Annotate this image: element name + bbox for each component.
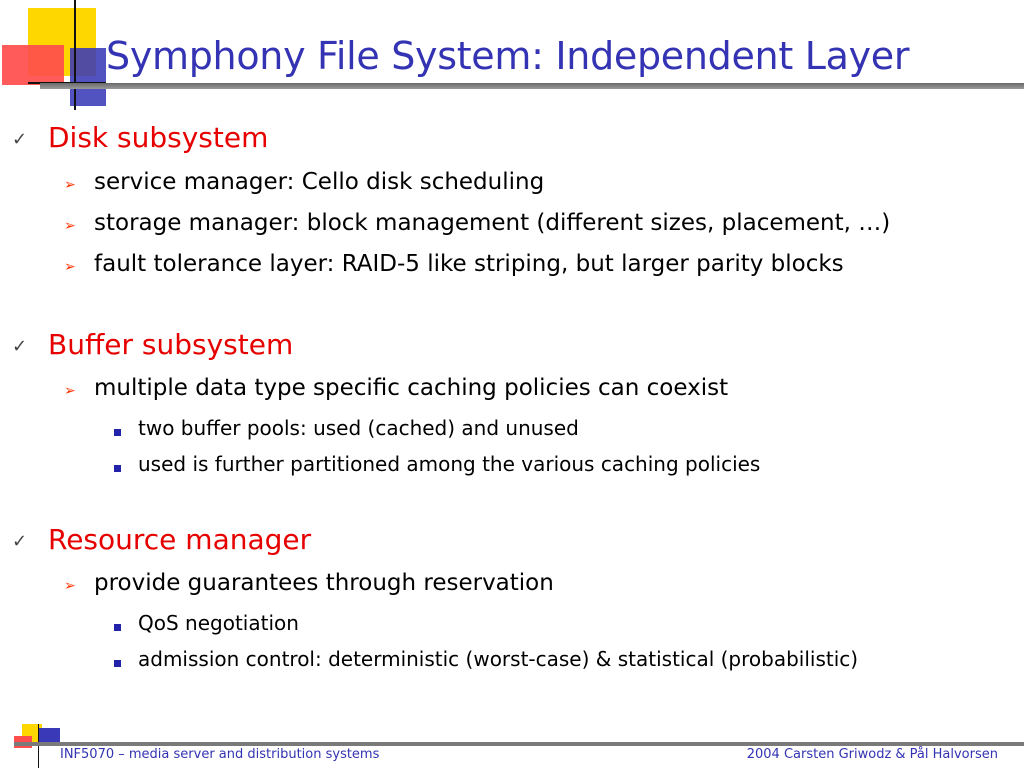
sub-list-item: used is further partitioned among the various caching policies [138, 452, 761, 476]
section-heading-buffer: Buffer subsystem [48, 328, 294, 361]
check-icon: ✓ [12, 336, 28, 357]
sub-list-item: admission control: deterministic (worst-case) & statistical (probabilistic) [138, 647, 859, 671]
footer-course-title: INF5070 – media server and distribution systems [60, 747, 380, 762]
list-item: fault tolerance layer: RAID-5 like striping, but larger parity blocks [94, 251, 844, 277]
title-underline [40, 83, 1024, 89]
arrow-bullet-icon: ➢ [64, 383, 76, 399]
check-icon: ✓ [12, 531, 28, 552]
list-item: provide guarantees through reservation [94, 570, 554, 596]
footer-vertical-line [38, 724, 39, 768]
square-bullet-icon [114, 465, 121, 472]
sub-list-item: QoS negotiation [138, 611, 299, 635]
square-bullet-icon [114, 660, 121, 667]
arrow-bullet-icon: ➢ [64, 218, 76, 234]
arrow-bullet-icon: ➢ [64, 177, 76, 193]
logo-vertical-line [74, 0, 76, 110]
section-heading-disk: Disk subsystem [48, 121, 269, 154]
check-icon: ✓ [12, 129, 28, 150]
footer-authors: 2004 Carsten Griwodz & Pål Halvorsen [746, 747, 998, 762]
section-heading-resource: Resource manager [48, 523, 312, 556]
arrow-bullet-icon: ➢ [64, 578, 76, 594]
arrow-bullet-icon: ➢ [64, 259, 76, 275]
slide-title: Symphony File System: Independent Layer [106, 34, 910, 78]
footer-rule [14, 742, 1024, 746]
list-item: multiple data type specific caching policies can coexist [94, 375, 729, 401]
list-item: service manager: Cello disk scheduling [94, 169, 545, 195]
list-item: storage manager: block management (different sizes, placement, …) [94, 210, 891, 236]
logo-red-block [2, 45, 64, 85]
square-bullet-icon [114, 429, 121, 436]
sub-list-item: two buffer pools: used (cached) and unused [138, 416, 579, 440]
square-bullet-icon [114, 624, 121, 631]
